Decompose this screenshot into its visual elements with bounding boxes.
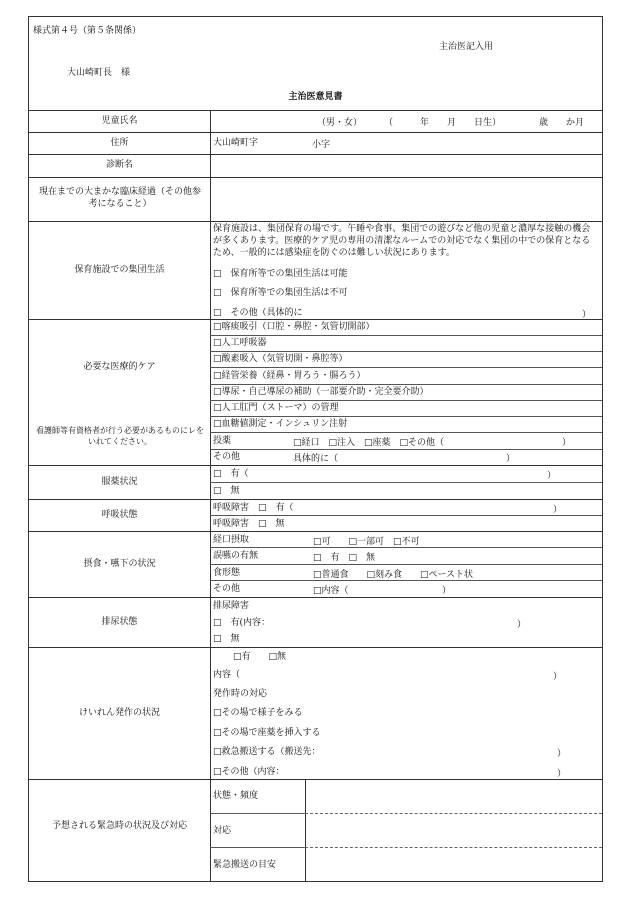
group-life-notice: 保育施設は、集団保育の場です。午睡や食事、集団での遊びなど他の児童と濃厚な接触の機会が多くあります。医療的ケア児の専用の清潔なルームでの対応でなく集団の中での保育となるため、一般的には感染症を防ぐのは難しい状況にあります。 bbox=[213, 224, 591, 258]
sub-divider bbox=[210, 335, 602, 336]
seizure-option-other: □その他（内容： bbox=[213, 767, 285, 777]
seizure-yes-no: □有 □無 bbox=[233, 652, 287, 662]
breathing-yes: 呼吸障害 □ 有（ bbox=[213, 503, 294, 513]
oral-intake-options: □可 □一部可 □不可 bbox=[313, 537, 420, 547]
sub-divider bbox=[210, 400, 602, 401]
seizure-content: 内容（ bbox=[213, 670, 241, 680]
seizure-option-observe: □その場で様子をみる bbox=[213, 708, 303, 718]
dotted-divider bbox=[305, 813, 602, 814]
address-koaza: 小字 bbox=[312, 140, 331, 150]
row-divider bbox=[29, 221, 602, 222]
group-life-other: □ その他（具体的に bbox=[213, 308, 303, 318]
swallow-other-label: その他 bbox=[213, 584, 241, 594]
urination-yes: □ 有(内容： bbox=[213, 618, 271, 628]
group-life-possible: □ 保育所等での集団生活は可能 bbox=[213, 269, 348, 279]
form-title: 主治医意見書 bbox=[288, 92, 343, 102]
care-item: □人工肛門（ストーマ）の管理 bbox=[213, 403, 339, 413]
sub-divider bbox=[210, 384, 602, 385]
form-header bbox=[29, 17, 602, 111]
care-item: □喀痰吸引（口腔・鼻腔・気管切開部） bbox=[213, 322, 375, 332]
care-item: □経管栄養（経鼻・胃ろう・腸ろう） bbox=[213, 371, 366, 381]
care-item: □導尿・自己導尿の補助（一部要介助・完全要介助） bbox=[213, 387, 429, 397]
medication-yes-close: ） bbox=[547, 471, 557, 481]
sub-divider bbox=[210, 449, 602, 450]
aspiration-options: □ 有 □ 無 bbox=[313, 553, 376, 563]
row-divider bbox=[29, 499, 602, 500]
seizure-option-suppository: □その場で座薬を挿入する bbox=[213, 728, 321, 738]
row-divider bbox=[29, 779, 602, 780]
form-number: 様式第４号（第５条関係） bbox=[33, 26, 142, 36]
aspiration-label: 誤嚥の有無 bbox=[213, 551, 259, 561]
oral-intake-label: 経口摂取 bbox=[213, 535, 250, 545]
row-divider bbox=[29, 647, 602, 648]
sub-divider bbox=[210, 482, 602, 483]
clinical-course-label: 現在までの大まかな臨床経過（その他参考になること） bbox=[38, 187, 201, 209]
sub-divider bbox=[210, 547, 602, 548]
medication-dosing-label: 投薬 bbox=[213, 436, 232, 446]
age: 歳 か月 bbox=[539, 118, 585, 128]
sub-divider bbox=[210, 580, 602, 581]
swallow-label: 摂食・嚥下の状況 bbox=[83, 559, 156, 569]
care-other-text: 具体的に（ bbox=[293, 454, 339, 464]
diagnosis-label: 診断名 bbox=[105, 160, 133, 170]
sub-divider bbox=[210, 351, 602, 352]
sub-divider bbox=[210, 416, 602, 417]
sub-divider bbox=[210, 367, 602, 368]
emergency-transport-guide: 緊急搬送の目安 bbox=[213, 860, 277, 870]
care-item: □酸素吸入（気管切開・鼻腔等） bbox=[213, 354, 348, 364]
seizure-option-emergency-close: ） bbox=[557, 749, 567, 759]
row-divider bbox=[29, 154, 602, 155]
group-life-label: 保育施設での集団生活 bbox=[74, 265, 165, 275]
urination-yes-close: ） bbox=[517, 620, 527, 630]
sub-divider bbox=[210, 813, 305, 814]
care-item: □血糖値測定・インシュリン注射 bbox=[213, 419, 348, 429]
excretion-label: 排尿状態 bbox=[101, 617, 138, 627]
emergency-inner-divider bbox=[305, 779, 306, 882]
child-name-label: 児童氏名 bbox=[101, 116, 138, 126]
dotted-divider bbox=[305, 847, 602, 848]
row-divider bbox=[29, 597, 602, 598]
medication-dosing-options: □経口 □注入 □座薬 □その他（ bbox=[293, 438, 445, 448]
column-divider bbox=[210, 110, 211, 881]
medication-status-label: 服薬状況 bbox=[101, 477, 138, 487]
care-other-label: その他 bbox=[213, 452, 241, 462]
medication-dosing-close: ） bbox=[562, 438, 572, 448]
food-form-options: □普通食 □刻み食 □ペースト状 bbox=[313, 570, 474, 580]
emergency-label: 予想される緊急時の状況及び対応 bbox=[51, 821, 187, 831]
urination-disorder: 排尿障害 bbox=[213, 601, 250, 611]
seizure-option-emergency: □救急搬送する（搬送先： bbox=[213, 747, 321, 757]
seizure-label: けいれん発作の状況 bbox=[78, 708, 160, 718]
sub-divider bbox=[210, 515, 602, 516]
row-divider bbox=[29, 319, 602, 320]
sub-divider bbox=[210, 564, 602, 565]
swallow-other-content: □内容（ bbox=[313, 586, 349, 596]
breathing-label: 呼吸状態 bbox=[101, 510, 138, 520]
row-divider bbox=[29, 132, 602, 133]
seizure-option-other-close: ） bbox=[557, 769, 567, 779]
opinion-form bbox=[28, 16, 603, 882]
emergency-state-frequency: 状態・頻度 bbox=[213, 791, 259, 801]
care-item: □人工呼吸器 bbox=[213, 338, 267, 348]
breathing-no: 呼吸障害 □ 無 bbox=[213, 519, 285, 529]
group-life-other-close: ） bbox=[582, 310, 592, 320]
addressee: 大山崎町長 様 bbox=[67, 68, 131, 78]
food-form-label: 食形態 bbox=[213, 568, 241, 578]
emergency-response: 対応 bbox=[213, 826, 232, 836]
address-town: 大山崎町字 bbox=[213, 138, 259, 148]
seizure-response-label: 発作時の対応 bbox=[213, 689, 268, 699]
medication-yes: □ 有（ bbox=[213, 469, 249, 479]
group-life-impossible: □ 保育所等での集団生活は不可 bbox=[213, 288, 348, 298]
row-divider bbox=[29, 465, 602, 466]
nurse-note: 看護師等有資格者が行う必要があるものにレをいれてください。 bbox=[36, 426, 204, 446]
medication-no: □ 無 bbox=[213, 486, 240, 496]
swallow-other-close: ） bbox=[442, 586, 452, 596]
gender-select: （男・女） bbox=[317, 118, 363, 128]
medical-care-label: 必要な医療的ケア bbox=[83, 362, 156, 372]
urination-no: □ 無 bbox=[213, 634, 240, 644]
sub-divider bbox=[210, 847, 305, 848]
address-label: 住所 bbox=[110, 138, 129, 148]
sub-divider bbox=[210, 432, 602, 433]
row-divider bbox=[29, 531, 602, 532]
breathing-yes-close: ） bbox=[553, 505, 563, 515]
seizure-content-close: ） bbox=[553, 672, 563, 682]
birth-date: （ 年 月 日生） bbox=[384, 118, 502, 128]
care-other-close: ） bbox=[506, 454, 516, 464]
doctor-use-note: 主治医記入用 bbox=[439, 42, 494, 52]
row-divider bbox=[29, 177, 602, 178]
